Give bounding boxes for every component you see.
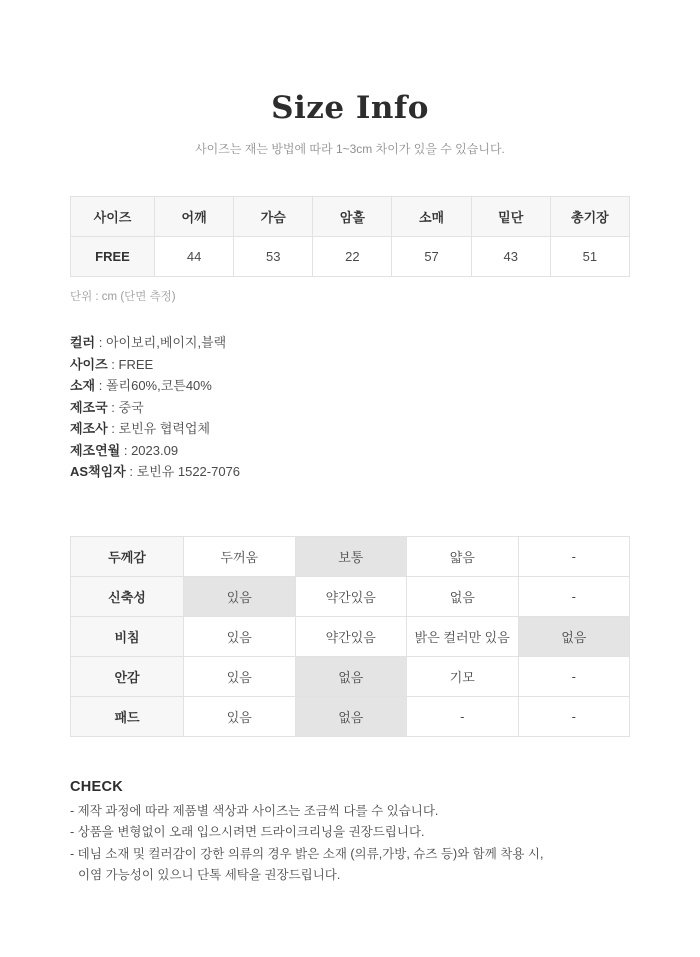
product-info-row-color: 컬러 : 아이보리,베이지,블랙 [70, 335, 227, 350]
fabric-option: 없음 [518, 616, 630, 656]
product-info-value: 로빈유 1522-7076 [136, 464, 241, 479]
product-info-value: 폴리60%,코튼40% [105, 378, 212, 393]
fabric-row-stretch [71, 576, 630, 616]
fabric-option: 기모 [407, 656, 519, 696]
fabric-option: - [518, 536, 630, 576]
fabric-option: 약간있음 [295, 616, 407, 656]
size-table-header-shoulder: 어깨 [155, 197, 234, 237]
product-info-row-material: 소재 : 폴리60%,코튼40% [70, 378, 212, 393]
fabric-option: - [407, 696, 519, 736]
product-info-value: 로빈유 협력업체 [118, 421, 211, 436]
fabric-property-table [70, 536, 630, 737]
fabric-option: 있음 [184, 616, 296, 656]
fabric-row-thickness [71, 536, 630, 576]
product-info-value: 중국 [118, 399, 144, 415]
product-info-label: 제조연월 [70, 442, 121, 458]
fabric-row-label: 신축성 [71, 576, 184, 616]
product-info-list [70, 332, 630, 483]
measure-armhole: 22 [313, 237, 392, 277]
fabric-row-lining [71, 656, 630, 696]
fabric-option: 얇음 [407, 536, 519, 576]
size-table [70, 196, 630, 277]
measure-length: 51 [550, 237, 629, 277]
size-table-header-armhole: 암홀 [313, 197, 392, 237]
fabric-row-label: 비침 [71, 616, 184, 656]
check-heading: CHECK [70, 778, 124, 795]
fabric-row-label: 두께감 [71, 536, 184, 576]
measure-sleeve: 57 [392, 237, 471, 277]
product-info-row-manufacturer: 제조사 : 로빈유 협력업체 [70, 421, 211, 436]
product-info-row-origin: 제조국 : 중국 [70, 399, 144, 415]
fabric-option: 보통 [295, 536, 407, 576]
check-note: - 제작 과정에 따라 제품별 색상과 사이즈는 조금씩 다를 수 있습니다. [70, 803, 439, 818]
fabric-option: 약간있음 [295, 576, 407, 616]
check-notes [70, 801, 630, 887]
fabric-option: 없음 [407, 576, 519, 616]
fabric-option: 있음 [184, 576, 296, 616]
fabric-row-label: 패드 [71, 696, 184, 736]
product-info-label: AS책임자 [70, 464, 126, 479]
size-table-data-row [71, 237, 630, 277]
product-info-row-manufacture-date: 제조연월 : 2023.09 [70, 442, 179, 458]
measure-shoulder: 44 [155, 237, 234, 277]
product-info-value: 아이보리,베이지,블랙 [105, 335, 227, 350]
size-table-header-chest: 가슴 [234, 197, 313, 237]
size-table-header-sleeve: 소매 [392, 197, 471, 237]
size-table-header-row [71, 197, 630, 237]
fabric-option: - [518, 696, 630, 736]
check-note: 이염 가능성이 있으니 단톡 세탁을 권장드립니다. [78, 868, 341, 882]
fabric-option: 두꺼움 [184, 536, 296, 576]
product-info-label: 컬러 [70, 335, 96, 350]
check-section [70, 779, 630, 887]
fabric-option: - [518, 576, 630, 616]
fabric-option: 없음 [295, 696, 407, 736]
measure-chest: 53 [234, 237, 313, 277]
check-note: - 상품을 변형없이 오래 입으시려면 드라이크리닝을 권장드립니다. [70, 825, 425, 839]
product-info-label: 제조국 [70, 399, 108, 415]
check-note: - 데님 소재 및 컬러감이 강한 의류의 경우 밝은 소재 (의류,가방, 슈즈 등)와 함께 착용 시, [70, 846, 544, 861]
product-info-value: FREE [118, 356, 154, 372]
fabric-option: 없음 [295, 656, 407, 696]
size-table-header-size: 사이즈 [71, 197, 155, 237]
fabric-row-sheerness [71, 616, 630, 656]
fabric-row-label: 안감 [71, 656, 184, 696]
product-info-label: 제조사 [70, 421, 108, 436]
unit-note: 단위 : cm (단면 측정) [70, 291, 176, 303]
fabric-option: - [518, 656, 630, 696]
size-table-header-hem: 밑단 [471, 197, 550, 237]
fabric-row-padding [71, 696, 630, 736]
size-disclaimer: 사이즈는 재는 방법에 따라 1~3cm 차이가 있을 수 있습니다. [195, 142, 505, 156]
fabric-option: 있음 [184, 696, 296, 736]
page-title: Size Info [271, 90, 429, 126]
product-info-label: 사이즈 [70, 356, 108, 372]
fabric-option: 밝은 컬러만 있음 [407, 616, 519, 656]
measure-hem: 43 [471, 237, 550, 277]
product-info-value: 2023.09 [131, 442, 179, 458]
size-table-header-length: 총기장 [550, 197, 629, 237]
fabric-option: 있음 [184, 656, 296, 696]
product-info-row-as-contact: AS책임자 : 로빈유 1522-7076 [70, 464, 241, 479]
product-info-row-size: 사이즈 : FREE [70, 356, 154, 372]
product-info-label: 소재 [70, 378, 96, 393]
size-name-cell: FREE [71, 237, 155, 277]
